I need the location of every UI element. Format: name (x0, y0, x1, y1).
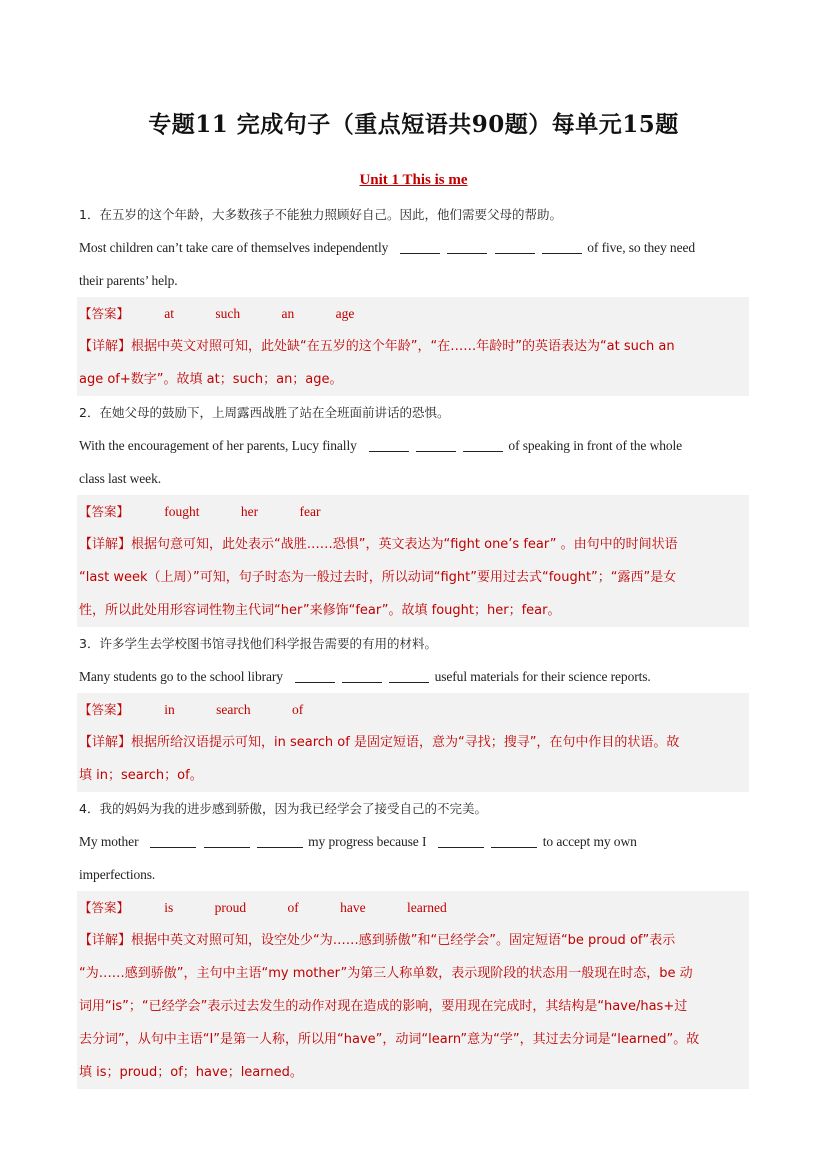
blank (447, 252, 487, 254)
q3-explain-1: 【详解】根据所给汉语提示可知，in search of 是固定短语，意为“寻找；搜寻”，在句中作目的状语。故 (79, 735, 680, 750)
q2-explain-3: 性，所以此处用形容词性物主代词“her”来修饰“fear”。故填 fought；her；fear。 (79, 603, 561, 618)
q4-english-part-b: my progress because I (308, 834, 427, 849)
answer-word: learned (407, 900, 447, 915)
q4-english-part-c: to accept my own (542, 834, 637, 849)
blank (542, 252, 582, 254)
q4-answer-box (77, 891, 749, 1089)
q4-english-part-a: My mother (79, 834, 139, 849)
q2-english-part-a: With the encouragement of her parents, Lucy finally (79, 438, 357, 453)
blank (495, 252, 535, 254)
q1-explain-2: age of+数字”。故填 at；such；an；age。 (79, 372, 343, 387)
answer-word: her (240, 504, 259, 519)
q4-explain-5: 填 is；proud；of；have；learned。 (79, 1065, 303, 1080)
q3-answers (164, 693, 341, 726)
q2-explain-1: 【详解】根据句意可知，此处表示“战胜……恐惧”，英文表达为“fight one’s fear” 。由句中的时间状语 (79, 537, 678, 552)
answer-word: such (215, 306, 241, 321)
answer-tag: 【答案】 (79, 900, 130, 915)
q1-english-part-b: of five, so they need (587, 240, 696, 255)
q3-english (79, 660, 749, 693)
answer-word: at (164, 306, 175, 321)
q2-answers (164, 495, 358, 528)
answer-word: of (287, 900, 299, 915)
blank (150, 846, 196, 848)
q1-english-cont: their parents’ help. (79, 273, 178, 288)
blank (204, 846, 250, 848)
q1-chinese: 1．在五岁的这个年龄，大多数孩子不能独力照顾好自己。因此，他们需要父母的帮助。 (79, 207, 562, 222)
blank (389, 681, 429, 683)
blank (257, 846, 303, 848)
blank (491, 846, 537, 848)
answer-word: fought (164, 504, 200, 519)
question-list (79, 198, 749, 1089)
answer-word: have (340, 900, 366, 915)
q4-answer-line (79, 891, 749, 924)
blank (438, 846, 484, 848)
blank (416, 450, 456, 452)
q4-answers (164, 891, 484, 924)
page-title: 专题11 完成句子（重点短语共90题）每单元15题 (148, 111, 679, 138)
q2-explain-2: “last week（上周）”可知，句子时态为一般过去时，所以动词“fight”要用过去式“fought”；“露西”是女 (79, 570, 677, 585)
q3-answer-box (77, 693, 749, 792)
answer-word: an (281, 306, 295, 321)
q1-explain-1: 【详解】根据中英文对照可知，此处缺“在五岁的这个年龄”，“在……年龄时”的英语表达为“at such an (79, 339, 675, 354)
answer-word: proud (214, 900, 247, 915)
q4-chinese: 4．我的妈妈为我的进步感到骄傲，因为我已经学会了接受自己的不完美。 (79, 801, 487, 816)
q4-english (79, 825, 749, 858)
answer-word: in (164, 702, 175, 717)
answer-word: fear (299, 504, 321, 519)
q2-chinese: 2．在她父母的鼓励下，上周露西战胜了站在全班面前讲话的恐惧。 (79, 405, 450, 420)
q1-answer-box (77, 297, 749, 396)
q2-english-cont: class last week. (79, 471, 161, 486)
q1-english-part-a: Most children can’t take care of themselves independently (79, 240, 389, 255)
answer-tag: 【答案】 (79, 504, 130, 519)
q4-explain-4: 去分词”，从句中主语“I”是第一人称，所以用“have”，动词“learn”意为“学”，其过去分词是“learned”。故 (79, 1032, 700, 1047)
q1-answers (164, 297, 392, 330)
q3-answer-line (79, 693, 749, 726)
q3-english-part-b: useful materials for their science reports. (434, 669, 651, 684)
answer-tag: 【答案】 (79, 702, 130, 717)
answer-tag: 【答案】 (79, 306, 130, 321)
blank (463, 450, 503, 452)
q2-answer-line (79, 495, 749, 528)
q2-answer-box (77, 495, 749, 627)
q4-explain-2: “为……感到骄傲”，主句中主语“my mother”为第三人称单数，表示现阶段的状态用一般现在时态，be 动 (79, 966, 693, 981)
answer-word: is (164, 900, 174, 915)
q2-english (79, 429, 749, 462)
q4-explain-1: 【详解】根据中英文对照可知，设空处少“为……感到骄傲”和“已经学会”。固定短语“be proud of”表示 (79, 933, 676, 948)
blank (400, 252, 440, 254)
q4-english-cont: imperfections. (79, 867, 156, 882)
answer-word: age (335, 306, 355, 321)
blank (369, 450, 409, 452)
q4-explain-3: 词用“is”；“已经学会”表示过去发生的动作对现在造成的影响，要用现在完成时，其结构是“have/has+过 (79, 999, 688, 1014)
answer-word: search (216, 702, 251, 717)
q3-english-part-a: Many students go to the school library (79, 669, 283, 684)
unit-heading: Unit 1 This is me (359, 172, 468, 188)
blank (342, 681, 382, 683)
blank (295, 681, 335, 683)
q3-explain-2: 填 in；search；of。 (79, 768, 203, 783)
q2-english-part-b: of speaking in front of the whole (508, 438, 683, 453)
q3-chinese: 3．许多学生去学校图书馆寻找他们科学报告需要的有用的材料。 (79, 636, 437, 651)
answer-word: of (292, 702, 304, 717)
q1-answer-line (79, 297, 749, 330)
q1-english (79, 231, 749, 264)
